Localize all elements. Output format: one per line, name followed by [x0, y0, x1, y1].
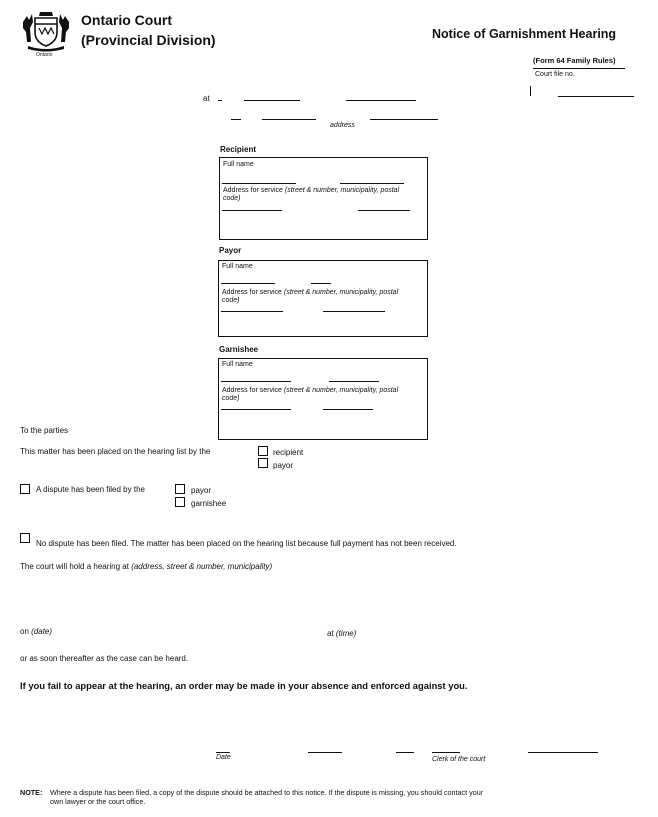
at-label: at — [203, 94, 210, 103]
dispute-garnishee-checkbox[interactable] — [175, 497, 185, 507]
garnishee-heading: Garnishee — [219, 345, 259, 354]
warning-text: If you fail to appear at the hearing, an order may be made in your absence and enforced against you. — [20, 680, 468, 691]
recipient-heading: Recipient — [220, 145, 257, 154]
note-line2: own lawyer or the court office. — [50, 797, 146, 806]
court-address-label: address — [330, 122, 355, 129]
payor-box — [218, 260, 428, 337]
payor-full-name-label: Full name — [222, 263, 253, 270]
payor-checkbox[interactable] — [258, 458, 268, 468]
recipient-full-name-input[interactable] — [222, 183, 296, 184]
garnishee-address-label — [222, 387, 402, 403]
court-hearing-text — [20, 562, 272, 571]
note-line1: Where a dispute has been filed, a copy of the dispute should be attached to this notice. If the dispute is missing, you should contact your — [50, 788, 484, 797]
recipient-full-name-label: Full name — [223, 161, 254, 168]
clerk-tick — [396, 752, 414, 753]
hearing-time-row — [327, 629, 356, 638]
clerk-line1[interactable] — [432, 752, 460, 753]
clerk-line2[interactable] — [528, 752, 598, 753]
dispute-payor-checkbox[interactable] — [175, 484, 185, 494]
no-dispute-checkbox[interactable] — [20, 533, 30, 543]
court-hearing-hint: (address, street & number, municipality) — [131, 562, 273, 571]
payor-address-label-text: Address for service — [222, 289, 282, 296]
recipient-address-hint: (street & number, municipality, postal code) — [223, 187, 400, 202]
court-location-line1[interactable] — [244, 100, 300, 101]
hearing-list-text: This matter has been placed on the hearing list by the — [20, 447, 211, 456]
dispute-filed-checkbox[interactable] — [20, 484, 30, 494]
date-line[interactable] — [308, 752, 342, 753]
note-label: NOTE: — [20, 788, 43, 797]
court-location-line2[interactable] — [350, 100, 416, 101]
as-soon-text: or as soon thereafter as the case can be heard. — [20, 654, 189, 663]
court-address-line1[interactable] — [262, 119, 316, 120]
recipient-address-label-text: Address for service — [223, 187, 283, 194]
clerk-label: Clerk of the court — [432, 756, 486, 763]
garnishee-box — [218, 358, 428, 440]
payor-heading: Payor — [219, 246, 242, 255]
court-hearing-label: The court will hold a hearing at — [20, 562, 129, 571]
dispute-filed-text: A dispute has been filed by the — [36, 485, 145, 494]
dispute-payor-label: payor — [191, 486, 212, 495]
court-address-line2[interactable] — [370, 119, 438, 120]
garnishee-full-name-label: Full name — [222, 361, 253, 368]
seal-caption: Ontario — [36, 52, 53, 58]
garnishee-address-input1[interactable] — [221, 409, 291, 410]
date-label: Date — [216, 754, 231, 761]
time-hint: (time) — [335, 629, 357, 638]
recipient-address-input1[interactable] — [222, 210, 282, 211]
payor-full-name-input[interactable] — [221, 283, 275, 284]
at-time-label: at — [327, 629, 334, 638]
court-address-tick — [231, 119, 241, 120]
court-name-line2: (Provincial Division) — [81, 32, 216, 48]
recipient-option-label: recipient — [273, 448, 304, 457]
payor-address-input2[interactable] — [323, 311, 385, 312]
recipient-box — [219, 157, 428, 240]
date-tick — [216, 752, 230, 753]
date-hint: (date) — [31, 627, 53, 636]
garnishee-address-label-text: Address for service — [222, 387, 282, 394]
court-file-line[interactable] — [533, 68, 625, 69]
hearing-date-row — [20, 627, 52, 636]
payor-address-label — [222, 289, 402, 305]
ontario-coat-of-arms-icon — [20, 8, 72, 52]
garnishee-address-hint: (street & number, municipality, postal code) — [222, 387, 399, 402]
garnishee-full-name-input2[interactable] — [329, 381, 379, 382]
payor-option-label: payor — [273, 461, 294, 470]
on-label: on — [20, 627, 29, 636]
recipient-checkbox[interactable] — [258, 446, 268, 456]
court-file-input[interactable] — [558, 96, 634, 97]
no-dispute-text: No dispute has been filed. The matter has been placed on the hearing list because full payment has not been received. — [36, 539, 457, 548]
dispute-garnishee-label: garnishee — [191, 499, 227, 508]
court-file-tick — [530, 86, 531, 96]
recipient-address-label — [223, 187, 403, 203]
court-location-tick1 — [218, 100, 222, 101]
garnishee-address-input2[interactable] — [323, 409, 373, 410]
recipient-address-input2[interactable] — [358, 210, 410, 211]
garnishee-full-name-input[interactable] — [221, 381, 291, 382]
recipient-full-name-input2[interactable] — [340, 183, 404, 184]
court-file-label: Court file no. — [535, 71, 575, 78]
payor-address-input1[interactable] — [221, 311, 283, 312]
to-parties-label: To the parties — [20, 426, 69, 435]
court-name-line1: Ontario Court — [81, 12, 172, 28]
payor-full-name-input2[interactable] — [311, 283, 331, 284]
form-number: (Form 64 Family Rules) — [533, 56, 616, 65]
form-title: Notice of Garnishment Hearing — [432, 27, 617, 41]
payor-address-hint: (street & number, municipality, postal code) — [222, 289, 399, 304]
